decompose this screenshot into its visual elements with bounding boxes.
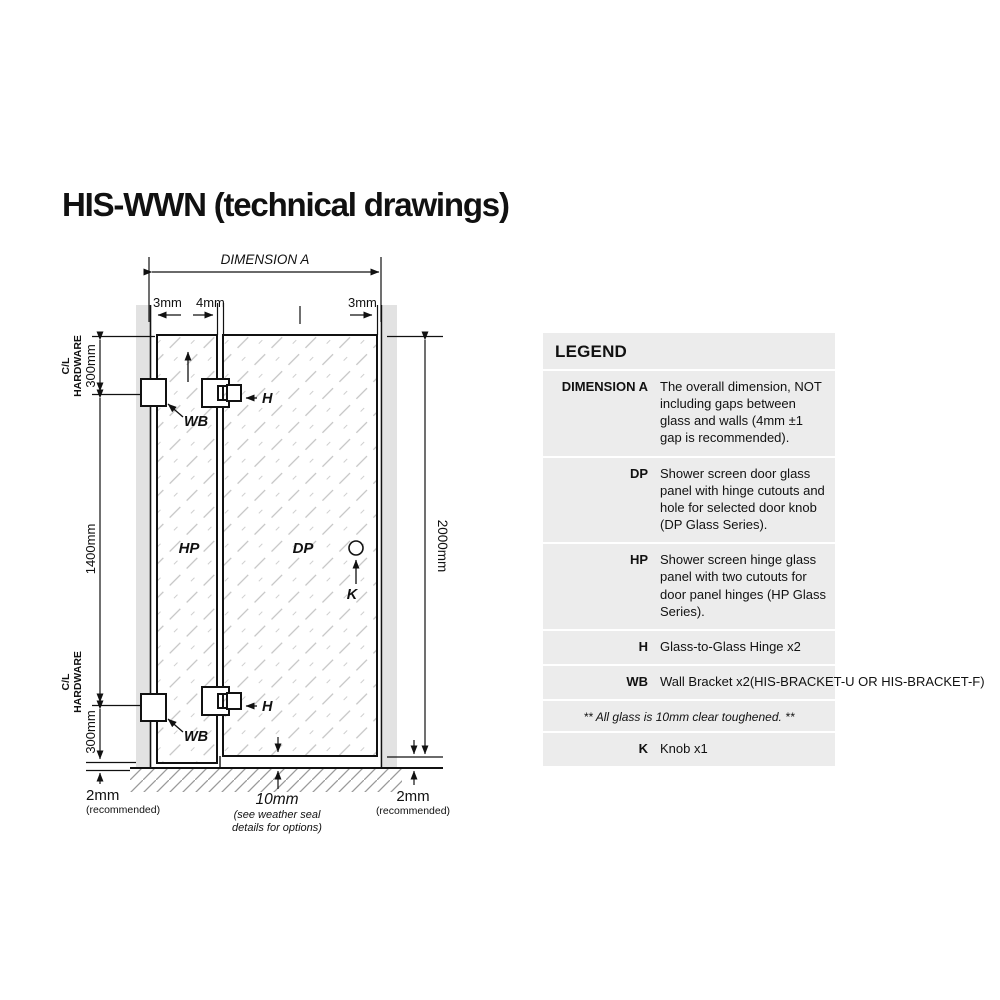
legend-row-dimension-a [543,371,835,458]
wb-label: WB [184,729,209,745]
knob-label: K [346,587,358,603]
legend-description: Wall Bracket x2(HIS-BRACKET-U OR HIS-BRACKET-F) [660,674,985,690]
legend-term: DIMENSION A [561,379,648,394]
legend-row-wb [543,666,985,701]
hp-label: HP [178,540,200,557]
dim-1400mm: 1400mm [83,523,98,575]
cl-hardware-top-line2: HARDWARE [72,335,84,397]
legend-description: Knob x1 [660,741,708,757]
floor-hatch [130,769,402,792]
dim-10mm: 10mm [255,791,299,808]
legend-panel [543,333,985,766]
legend-row-dp [543,458,835,545]
dimension-a-label: DIMENSION A [220,252,310,267]
dim-10mm-note-line1: (see weather seal [233,809,321,821]
dim-300mm-top: 300mm [83,344,98,388]
dim-2mm-right-note: (recommended) [375,805,451,817]
gap-right-label: 3mm [348,295,377,310]
dim-2mm-right: 2mm [396,788,430,805]
cl-hardware-top-line1: C/L [60,357,72,375]
legend-footnote: ** All glass is 10mm clear toughened. ** [583,710,795,724]
wall-bracket-top [141,379,166,406]
dim-300mm-bottom: 300mm [83,710,98,754]
right-wall [383,305,397,768]
wall-bracket-bottom [141,694,166,721]
knob-circle [349,541,363,555]
h-label: H [262,391,273,407]
legend-term: H [638,638,648,654]
wb-label: WB [184,414,209,430]
dp-label: DP [292,540,314,557]
legend-description: The overall dimension, NOT including gaps between glass and walls (4mm ±1 gap is recommended). [660,379,822,446]
h-label: H [262,699,273,715]
gap-dimensions [153,295,377,315]
gap-left-label: 3mm [153,295,182,310]
legend-row-k [543,733,835,766]
cl-hardware-bottom-line1: C/L [60,673,72,691]
legend-description: Shower screen door glass panel with hinge cutouts and hole for selected door knob (DP Glass Series). [660,465,825,533]
dim-10mm-note-line2: details for options) [232,822,322,834]
dim-2mm-left: 2mm [86,787,120,804]
dim-2mm-left-note: (recommended) [86,804,161,816]
legend-term: DP [629,465,648,481]
legend-title: LEGEND [543,333,835,371]
dim-2000mm: 2000mm [435,519,450,573]
legend-term: HP [629,552,648,568]
legend-term: K [638,741,648,757]
legend-row-hp [543,544,835,631]
legend-description: Glass-to-Glass Hinge x2 [660,638,801,654]
page-title: HIS-WWN (technical drawings) [62,186,509,223]
legend-row-h [543,631,835,666]
legend-description: Shower screen hinge glass panel with two cutouts for door panel hinges (HP Glass Series). [660,552,826,619]
gap-middle-label: 4mm [196,295,225,310]
dimension-a [149,252,381,322]
legend-term: WB [626,674,648,690]
cl-hardware-bottom-line2: HARDWARE [72,651,84,713]
